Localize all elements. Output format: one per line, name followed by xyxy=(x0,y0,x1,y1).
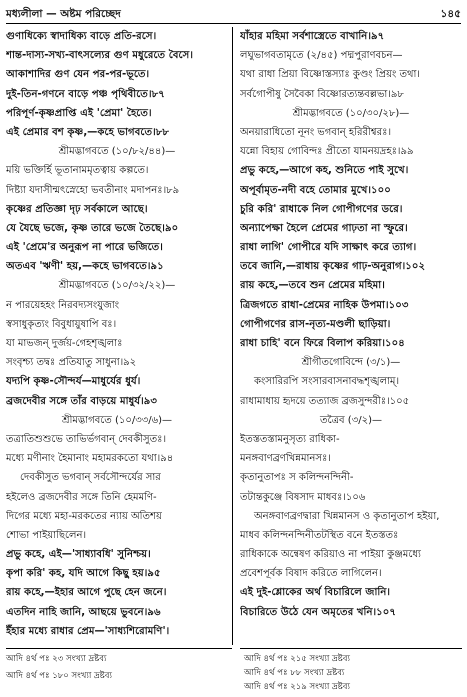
text-line: তবে জানি,—রাধায় কৃষ্ণের গাঢ়-অনুরাগ।১০২ xyxy=(240,261,426,273)
text-line: মাধব কলিন্দনন্দিনীতটস্থিত বনে ইতস্ততঃ xyxy=(240,529,399,541)
text-line: যন্নো বিহায় গোবিন্দঃ প্রীতো যামনয়দ্রহঃ।৯৯ xyxy=(240,146,414,158)
footnote: আদি ৪র্থ পঃ ২১৫ সংখ্যা দ্রষ্টব্য xyxy=(244,654,350,664)
footnote: আদি ৪র্থ পঃ ২৩ সংখ্যা দ্রষ্টব্য xyxy=(6,654,107,664)
text-line: বিচারিতে উঠে যেন অমৃতের খনি।১০৭ xyxy=(240,606,397,618)
header-rule xyxy=(6,23,461,24)
left-column xyxy=(6,27,228,641)
text-line: দিষ্ট্যা যদাসীন্মৎস্নেহো ভবতীনাং মদাপনঃ।৮৯ xyxy=(6,184,180,196)
text-line: পরিপূর্ণ-কৃষ্ণপ্রাপ্তি এই 'প্রেমা' হৈতে। xyxy=(6,107,152,119)
text-line: গুণাধিক্যে স্বাদাধিক্য বাড়ে প্রতি-রসে। xyxy=(6,31,157,42)
text-line: রায় কহে,—তবে শুন প্রেমের মহিমা। xyxy=(240,280,385,292)
text-line: আকাশাদির গুণ যেন পর-পর-ভূতে। xyxy=(6,69,150,81)
text-line: স্বসাধুকৃত্যং বিবুধায়ুষাপি বঃ। xyxy=(6,318,117,330)
text-line: দিগের মধ্যে মহা-মরকতের ন্যায় অতিশয় xyxy=(6,510,162,522)
text-line: ইঁহার মধ্যে রাধার প্রেম—'সাধ্যশিরোমণি'। xyxy=(6,625,170,637)
text-line: এই দুই-শ্লোকের অর্থ বিচারিলে জানি। xyxy=(240,587,391,599)
text-line: অনয়ারাধিতো নূনং ভগবান্ হরিরীশ্বরঃ। xyxy=(240,126,392,138)
text-line: ন পারয়েহহং নিরবদ্যসংযুজাং xyxy=(6,299,120,311)
text-line: তত্রাতিশুশুভে তাভির্ভগবান্ দেবকীসুতঃ। xyxy=(6,433,167,445)
text-line: যে যৈছে ভজে, কৃষ্ণ তারে ভজে তৈছে।৯০ xyxy=(6,222,179,234)
text-line: রাধা চাহি' বনে ফিরে বিলাপ করিয়া।১০৪ xyxy=(240,338,405,349)
text-line: ইতস্ততস্তামনুসৃত্য রাধিকা- xyxy=(240,433,340,445)
text-line: ত্রিজগতে রাধা-প্রেমের নাহিক উপমা।১০৩ xyxy=(240,299,409,311)
text-line: প্রভু কহে, এই—'সাধ্যাবধি' সুনিশ্চয়। xyxy=(6,549,151,561)
text-line: অনঙ্গবাণব্রণদ্বারা খিন্নমানস ও কৃতানুতাপ হইয়া, xyxy=(254,510,440,522)
text-line: যা মাভজন্ দুর্জয়-গেহশৃঙ্খলাঃ xyxy=(6,338,123,349)
text-line: দেবকীসুত ভগবান্ সর্বসৌন্দর্যের সার xyxy=(20,472,161,484)
text-line: অতএব 'ঋণী' হয়,—কহে ভাগবতে।৯১ xyxy=(6,261,164,273)
text-line: শ্রীগীতগোবিন্দে (৩/১)— xyxy=(301,357,401,369)
text-line: শ্রীমদ্ভাগবতে (১০/৮২/৪৪)— xyxy=(58,146,176,158)
text-line: শোভা পাইয়াছিলেন। xyxy=(6,529,87,541)
text-line: রাধিকাকে অন্বেষণ করিয়াও না পাইয়া কুঞ্জমধ্যে xyxy=(240,549,421,561)
text-line: প্রভু কহে,—আগে কহ, শুনিতে পাই সুখে। xyxy=(240,165,409,177)
text-line: কৃষ্ণের প্রতিজ্ঞা দৃঢ় সর্বকালে আছে। xyxy=(6,203,148,215)
text-line: যদ্যপি কৃষ্ণ-সৌন্দর্য—মাধুর্যের ধুর্য। xyxy=(6,376,141,388)
text-line: গোপীগণের রাস-নৃত্য-মণ্ডলী ছাড়িয়া। xyxy=(240,318,391,330)
text-line: কৃপা করি' কহ, যদি আগে কিছু হয়।৯৫ xyxy=(6,568,161,580)
text-line: যাঁহার মহিমা সর্বশাস্ত্রেতে বাখানি।৯৭ xyxy=(240,31,385,42)
text-line: তটান্তকুঞ্জে বিষসাদ মাধবঃ।১০৬ xyxy=(240,491,366,503)
column-divider xyxy=(232,27,233,645)
text-line: প্রবেশপূর্বক বিষাদ করিতে লাগিলেন। xyxy=(240,568,382,580)
text-line: যথা রাধা প্রিয়া বিষ্ণোস্তস্যাঃ কুণ্ডং প্রিয়ং তথা। xyxy=(240,69,420,81)
page-header xyxy=(6,4,461,24)
text-line: ময়ি ভক্তির্হি ভূতানামমৃতত্বায় কল্পতে। xyxy=(6,165,149,177)
text-line: শ্রীমদ্ভাগবতে (১০/৩৩/৬)— xyxy=(61,414,173,426)
text-line: শান্ত-দাস্য-সখ্য-বাৎসল্যের গুণ মধুরেতে বৈসে। xyxy=(6,50,193,62)
footnote: আদি ৪র্থ পঃ ৮৮ সংখ্যা দ্রষ্টব্য xyxy=(244,668,345,678)
text-line: তত্রৈব (৩/২)— xyxy=(320,414,382,426)
text-line: মধ্যে মণীনাং হৈমানাং মহামরকতো যথা।৯৪ xyxy=(6,453,174,465)
text-line: মনঙ্গবাণব্রণখিন্নমানসঃ। xyxy=(240,453,331,465)
footnote-rule-left xyxy=(6,648,232,649)
text-line: সর্বগোপীষু সৈবৈকা বিষ্ণোরত্যন্তবল্লভা।৯৮ xyxy=(240,88,404,100)
text-line: ব্রজদেবীর সঙ্গে তাঁর বাড়য়ে মাধুর্য।৯৩ xyxy=(6,395,158,407)
text-line: কংসারিরপি সংসারবাসনাবদ্ধশৃঙ্খলাম্। xyxy=(254,376,400,388)
text-line: রাধা লাগি' গোপীরে যদি সাক্ষাৎ করে ত্যাগ। xyxy=(240,242,417,254)
text-line: কৃতানুতাপঃ স কলিন্দনন্দিনী- xyxy=(240,472,354,484)
page-number: ১৪৫ xyxy=(440,8,461,20)
text-line: হইলেও ব্রজদেবীর সঙ্গে তিনি হেমমণি- xyxy=(6,491,157,503)
text-line: এতদিন নাহি জানি, আছয়ে ভুবনে।৯৬ xyxy=(6,606,161,618)
footnote: আদি ৪র্থ পঃ ১৮০ সংখ্যা দ্রষ্টব্য xyxy=(6,671,112,681)
text-line: লঘুভাগবতামৃতে (২/৪৫) পদ্মপুরাণবচন— xyxy=(240,50,403,62)
footnote: আদি ৪র্থ পঃ ২১৯ সংখ্যা দ্রষ্টব্য xyxy=(244,682,350,692)
text-line: রাধামাধায় হৃদয়ে তত্যাজ ব্রজসুন্দরীঃ।১০৫ xyxy=(240,395,410,407)
text-line: শ্রীমদ্ভাগবতে (১০/৩০/২৮)— xyxy=(292,107,410,119)
right-column xyxy=(240,27,462,622)
footnote-rule-right xyxy=(240,648,462,649)
running-title: মধ্যলীলা — অষ্টম পরিচ্ছেদ xyxy=(6,8,121,20)
text-line: অপূর্বামৃত-নদী বহে তোমার মুখে।১০০ xyxy=(240,184,391,196)
text-line: দুই-তিন-গণনে বাড়ে পঞ্চ পৃথিবীতে।৮৭ xyxy=(6,88,165,100)
text-line: এই প্রেমার বশ কৃষ্ণ,—কহে ভাগবতে।৮৮ xyxy=(6,126,169,138)
text-line: চুরি করি' রাধাকে নিল গোপীগণের ডরে। xyxy=(240,203,403,215)
text-line: এই 'প্রেমে'র অনুরূপ না পারে ভজিতে। xyxy=(6,242,163,254)
text-line: অন্যাপেক্ষা হৈলে প্রেমের গাঢ়তা না স্ফুরে। xyxy=(240,222,408,234)
text-line: রায় কহে,—ইহার আগে পুছে হেন জনে। xyxy=(6,587,167,599)
text-line: সংবৃশ্চ্য তদ্বঃ প্রতিযাতু সাধুনা।৯২ xyxy=(6,357,137,369)
text-line: শ্রীমদ্ভাগবতে (১০/৩২/২২)— xyxy=(58,280,176,292)
